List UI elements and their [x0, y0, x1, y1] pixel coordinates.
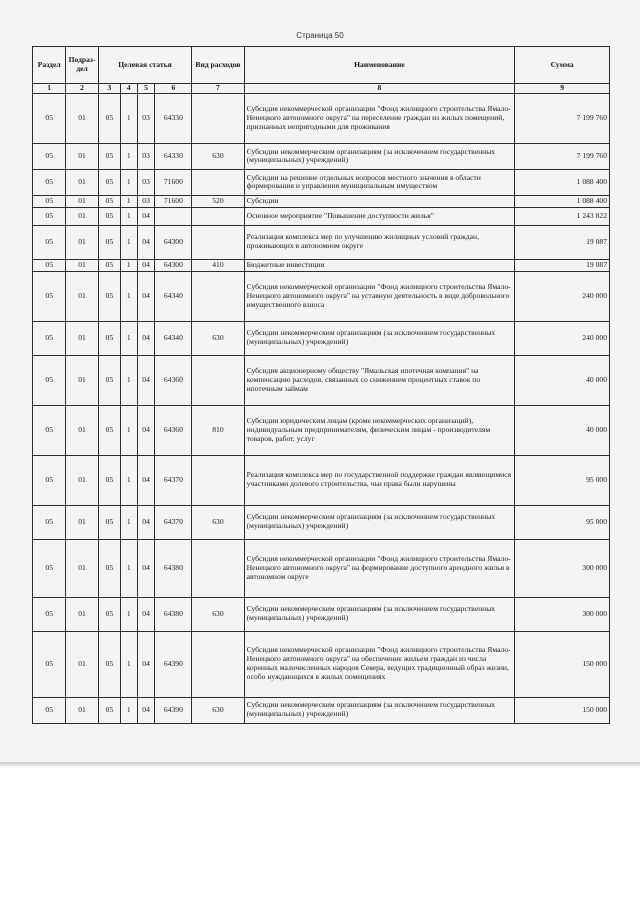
col-number: 4 [120, 84, 137, 94]
podrazdel-cell: 01 [66, 143, 98, 169]
direction-code-cell: 64360 [155, 355, 192, 405]
direction-code-cell: 64390 [155, 697, 192, 723]
subprogram-code-cell: 1 [120, 259, 137, 271]
subprogram-code-cell: 1 [120, 455, 137, 505]
podrazdel-cell: 01 [66, 225, 98, 259]
razdel-cell: 05 [33, 539, 66, 597]
direction-code-cell: 64370 [155, 455, 192, 505]
column-number-row [33, 84, 610, 94]
subprogram-code-cell: 1 [120, 539, 137, 597]
expense-type-cell [192, 271, 244, 321]
razdel-cell: 05 [33, 259, 66, 271]
name-cell: Субсидия некоммерческой организации "Фонд жилищного строительства Ямало-Ненецкого автономного округа" на обеспечение жильем граждан из числа коренных малочисленных народов Севера, ведущих традиционный образ жизни, особо нуждающихся в жилых помещениях [244, 631, 515, 697]
col-number: 9 [515, 84, 610, 94]
sum-cell: 1 088 400 [515, 195, 610, 207]
subprogram-code-cell: 1 [120, 321, 137, 355]
direction-code-cell: 64380 [155, 539, 192, 597]
name-cell: Основное мероприятие "Повышение доступности жилья" [244, 207, 515, 225]
name-cell: Субсидии некоммерческим организациям (за исключением государственных (муниципальных) учреждений) [244, 321, 515, 355]
razdel-cell: 05 [33, 271, 66, 321]
direction-code-cell: 64380 [155, 597, 192, 631]
subprogram-code-cell: 1 [120, 271, 137, 321]
event-code-cell: 04 [137, 597, 155, 631]
expense-type-cell [192, 355, 244, 405]
header-summa: Сумма [515, 47, 610, 84]
name-cell: Субсидии [244, 195, 515, 207]
podrazdel-cell: 01 [66, 697, 98, 723]
col-number: 6 [155, 84, 192, 94]
sum-cell: 95 000 [515, 455, 610, 505]
name-cell: Субсидии некоммерческим организациям (за исключением государственных (муниципальных) учреждений) [244, 597, 515, 631]
podrazdel-cell: 01 [66, 355, 98, 405]
razdel-cell: 05 [33, 169, 66, 195]
direction-code-cell: 64360 [155, 405, 192, 455]
program-code-cell: 05 [98, 195, 120, 207]
name-cell: Субсидии некоммерческим организациям (за исключением государственных (муниципальных) учреждений) [244, 505, 515, 539]
razdel-cell: 05 [33, 355, 66, 405]
event-code-cell: 04 [137, 631, 155, 697]
direction-code-cell: 64330 [155, 93, 192, 143]
page-edge-shadow [0, 762, 640, 768]
table-row [33, 539, 610, 597]
program-code-cell: 05 [98, 259, 120, 271]
name-cell: Субсидии юридическим лицам (кроме некоммерческих организаций), индивидуальным предпринимателям, физическим лицам - производителям товаров, работ, услуг [244, 405, 515, 455]
sum-cell: 240 000 [515, 321, 610, 355]
event-code-cell: 03 [137, 169, 155, 195]
podrazdel-cell: 01 [66, 207, 98, 225]
name-cell: Бюджетные инвестиции [244, 259, 515, 271]
razdel-cell: 05 [33, 321, 66, 355]
table-row [33, 169, 610, 195]
podrazdel-cell: 01 [66, 631, 98, 697]
table-row [33, 631, 610, 697]
subprogram-code-cell: 1 [120, 355, 137, 405]
direction-code-cell: 64390 [155, 631, 192, 697]
name-cell: Реализация комплекса мер по государственной поддержке граждан являющимися участниками долевого строительства, чьи права были нарушены [244, 455, 515, 505]
program-code-cell: 05 [98, 169, 120, 195]
razdel-cell: 05 [33, 207, 66, 225]
table-row [33, 505, 610, 539]
table-row [33, 195, 610, 207]
col-number: 3 [98, 84, 120, 94]
expense-type-cell: 630 [192, 697, 244, 723]
program-code-cell: 05 [98, 355, 120, 405]
sum-cell: 240 000 [515, 271, 610, 321]
podrazdel-cell: 01 [66, 455, 98, 505]
name-cell: Субсидии на решение отдельных вопросов местного значения в области формирования и управления муниципальным имуществом [244, 169, 515, 195]
subprogram-code-cell: 1 [120, 143, 137, 169]
col-number: 2 [66, 84, 98, 94]
subprogram-code-cell: 1 [120, 207, 137, 225]
event-code-cell: 04 [137, 355, 155, 405]
col-number: 8 [244, 84, 515, 94]
expense-type-cell: 630 [192, 321, 244, 355]
sum-cell: 95 000 [515, 505, 610, 539]
expense-type-cell: 630 [192, 505, 244, 539]
program-code-cell: 05 [98, 455, 120, 505]
table-row [33, 225, 610, 259]
sum-cell: 1 243 822 [515, 207, 610, 225]
razdel-cell: 05 [33, 143, 66, 169]
table-row [33, 271, 610, 321]
expense-type-cell: 410 [192, 259, 244, 271]
sum-cell: 7 199 760 [515, 143, 610, 169]
expense-type-cell [192, 631, 244, 697]
subprogram-code-cell: 1 [120, 195, 137, 207]
header-podrazdel: Подраз-дел [66, 47, 98, 84]
table-row [33, 355, 610, 405]
razdel-cell: 05 [33, 405, 66, 455]
expense-type-cell: 630 [192, 143, 244, 169]
expense-type-cell [192, 207, 244, 225]
event-code-cell: 04 [137, 505, 155, 539]
header-vid-rashodov: Вид расходов [192, 47, 244, 84]
sum-cell: 150 000 [515, 697, 610, 723]
table-row [33, 697, 610, 723]
podrazdel-cell: 01 [66, 195, 98, 207]
razdel-cell: 05 [33, 597, 66, 631]
direction-code-cell: 64340 [155, 271, 192, 321]
podrazdel-cell: 01 [66, 539, 98, 597]
expense-type-cell: 520 [192, 195, 244, 207]
table-row [33, 143, 610, 169]
direction-code-cell: 64300 [155, 259, 192, 271]
subprogram-code-cell: 1 [120, 169, 137, 195]
razdel-cell: 05 [33, 195, 66, 207]
razdel-cell: 05 [33, 631, 66, 697]
sum-cell: 1 088 400 [515, 169, 610, 195]
event-code-cell: 04 [137, 405, 155, 455]
table-row [33, 405, 610, 455]
sum-cell: 300 000 [515, 597, 610, 631]
program-code-cell: 05 [98, 697, 120, 723]
program-code-cell: 05 [98, 405, 120, 455]
program-code-cell: 05 [98, 539, 120, 597]
page-number-label: Страница 50 [296, 31, 344, 40]
header-celevaya-statya: Целевая статья [98, 47, 192, 84]
razdel-cell: 05 [33, 455, 66, 505]
col-number: 5 [137, 84, 155, 94]
program-code-cell: 05 [98, 597, 120, 631]
sum-cell: 300 000 [515, 539, 610, 597]
podrazdel-cell: 01 [66, 405, 98, 455]
podrazdel-cell: 01 [66, 321, 98, 355]
sum-cell: 40 000 [515, 355, 610, 405]
sum-cell: 7 199 760 [515, 93, 610, 143]
program-code-cell: 05 [98, 93, 120, 143]
event-code-cell: 04 [137, 697, 155, 723]
razdel-cell: 05 [33, 505, 66, 539]
subprogram-code-cell: 1 [120, 631, 137, 697]
direction-code-cell: 71600 [155, 195, 192, 207]
table-row [33, 259, 610, 271]
name-cell: Субсидия некоммерческой организации "Фонд жилищного строительства Ямало-Ненецкого автономного округа" на переселение граждан из жилых помещений, признанных непригодными для проживания [244, 93, 515, 143]
program-code-cell: 05 [98, 505, 120, 539]
direction-code-cell [155, 207, 192, 225]
event-code-cell: 04 [137, 207, 155, 225]
table-row [33, 321, 610, 355]
direction-code-cell: 64370 [155, 505, 192, 539]
podrazdel-cell: 01 [66, 597, 98, 631]
expense-type-cell [192, 93, 244, 143]
podrazdel-cell: 01 [66, 169, 98, 195]
budget-table [32, 46, 610, 724]
event-code-cell: 04 [137, 539, 155, 597]
header-naimenovanie: Наименование [244, 47, 515, 84]
event-code-cell: 04 [137, 321, 155, 355]
podrazdel-cell: 01 [66, 505, 98, 539]
direction-code-cell: 64330 [155, 143, 192, 169]
program-code-cell: 05 [98, 321, 120, 355]
table-row [33, 597, 610, 631]
expense-type-cell: 630 [192, 597, 244, 631]
event-code-cell: 03 [137, 195, 155, 207]
expense-type-cell [192, 169, 244, 195]
expense-type-cell: 810 [192, 405, 244, 455]
subprogram-code-cell: 1 [120, 597, 137, 631]
podrazdel-cell: 01 [66, 259, 98, 271]
subprogram-code-cell: 1 [120, 405, 137, 455]
subprogram-code-cell: 1 [120, 225, 137, 259]
podrazdel-cell: 01 [66, 271, 98, 321]
subprogram-code-cell: 1 [120, 697, 137, 723]
event-code-cell: 03 [137, 143, 155, 169]
name-cell: Реализация комплекса мер по улучшению жилищных условий граждан, проживающих в автономном округе [244, 225, 515, 259]
col-number: 7 [192, 84, 244, 94]
table-header-row [33, 47, 610, 84]
razdel-cell: 05 [33, 225, 66, 259]
event-code-cell: 04 [137, 455, 155, 505]
direction-code-cell: 64300 [155, 225, 192, 259]
event-code-cell: 04 [137, 259, 155, 271]
name-cell: Субсидия акционерному обществу "Ямальская ипотечная компания" на компенсацию расходов, связанных со снижением процентных ставок по ипотечным займам [244, 355, 515, 405]
sum-cell: 40 000 [515, 405, 610, 455]
subprogram-code-cell: 1 [120, 93, 137, 143]
name-cell: Субсидии некоммерческим организациям (за исключением государственных (муниципальных) учреждений) [244, 143, 515, 169]
program-code-cell: 05 [98, 631, 120, 697]
table-row [33, 207, 610, 225]
event-code-cell: 04 [137, 225, 155, 259]
table-row [33, 93, 610, 143]
program-code-cell: 05 [98, 207, 120, 225]
subprogram-code-cell: 1 [120, 505, 137, 539]
direction-code-cell: 71600 [155, 169, 192, 195]
col-number: 1 [33, 84, 66, 94]
event-code-cell: 03 [137, 93, 155, 143]
expense-type-cell [192, 455, 244, 505]
program-code-cell: 05 [98, 225, 120, 259]
name-cell: Субсидия некоммерческой организации "Фонд жилищного строительства Ямало-Ненецкого автономного округа" на формирование доступного арендного жилья в автономном округе [244, 539, 515, 597]
name-cell: Субсидии некоммерческим организациям (за исключением государственных (муниципальных) учреждений) [244, 697, 515, 723]
sum-cell: 19 087 [515, 225, 610, 259]
event-code-cell: 04 [137, 271, 155, 321]
sum-cell: 150 000 [515, 631, 610, 697]
expense-type-cell [192, 539, 244, 597]
podrazdel-cell: 01 [66, 93, 98, 143]
header-razdel: Раздел [33, 47, 66, 84]
table-row [33, 455, 610, 505]
razdel-cell: 05 [33, 697, 66, 723]
razdel-cell: 05 [33, 93, 66, 143]
expense-type-cell [192, 225, 244, 259]
name-cell: Субсидия некоммерческой организации "Фонд жилищного строительства Ямало-Ненецкого автономного округа" на уставную деятельность в виде добровольного имущественного взноса [244, 271, 515, 321]
program-code-cell: 05 [98, 271, 120, 321]
program-code-cell: 05 [98, 143, 120, 169]
direction-code-cell: 64340 [155, 321, 192, 355]
sum-cell: 19 087 [515, 259, 610, 271]
